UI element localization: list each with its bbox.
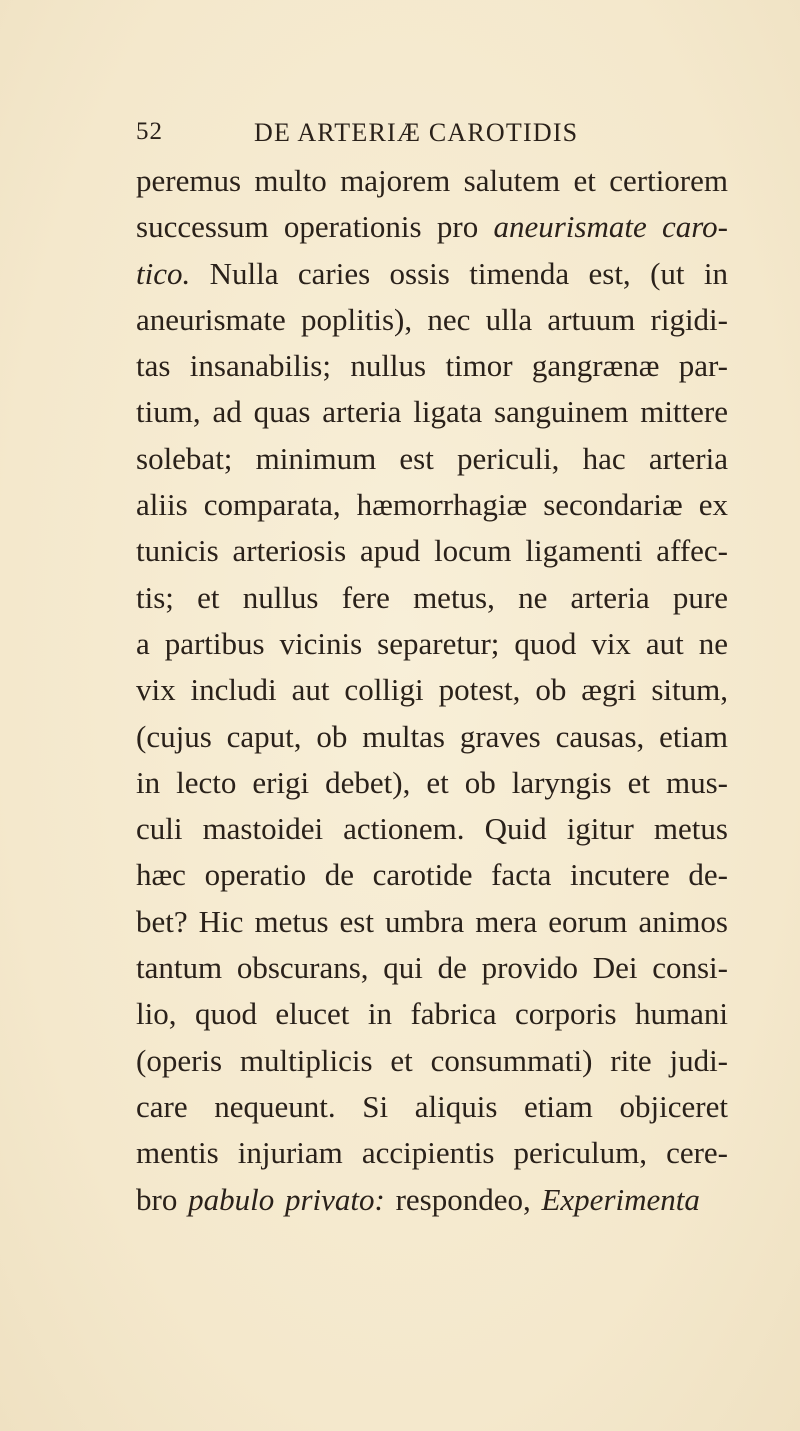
italic-phrase: tico. bbox=[136, 255, 191, 291]
text-line: successum operationis pro aneurismate caro- bbox=[136, 209, 728, 245]
text-line: solebat; minimum est periculi, hac arteria bbox=[136, 440, 728, 476]
text-line: care nequeunt. Si aliquis etiam objiceret bbox=[136, 1088, 728, 1124]
text-line: tis; et nullus fere metus, ne arteria pure bbox=[136, 579, 728, 615]
page-header bbox=[136, 118, 726, 158]
text-line: aneurismate poplitis), nec ulla artuum rigidi- bbox=[136, 301, 728, 337]
text-line: tunicis arteriosis apud locum ligamenti affec- bbox=[136, 533, 728, 569]
text-line: (operis multiplicis et consummati) rite judi- bbox=[136, 1042, 728, 1078]
body-text bbox=[136, 158, 728, 1223]
text-line: culi mastoidei actionem. Quid igitur metus bbox=[136, 811, 728, 847]
italic-phrase: pabulo privato: bbox=[188, 1181, 385, 1217]
text-line: hæc operatio de carotide facta incutere de- bbox=[136, 857, 728, 893]
text-line: bro pabulo privato: respondeo, Experimenta bbox=[136, 1181, 700, 1217]
text-line: tico. Nulla caries ossis timenda est, (ut in bbox=[136, 255, 728, 291]
running-head: DE ARTERIÆ CAROTIDIS bbox=[254, 118, 579, 147]
text-line: vix includi aut colligi potest, ob ægri situm, bbox=[136, 672, 728, 708]
page-number: 52 bbox=[136, 118, 163, 145]
text-line: aliis comparata, hæmorrhagiæ secondariæ ex bbox=[136, 487, 728, 523]
italic-phrase: Experimenta bbox=[541, 1181, 700, 1217]
text-line: tantum obscurans, qui de provido Dei consi- bbox=[136, 950, 728, 986]
italic-phrase: aneurismate caro- bbox=[493, 209, 728, 245]
text-line: lio, quod elucet in fabrica corporis humani bbox=[136, 996, 728, 1032]
text-line: in lecto erigi debet), et ob laryngis et mus- bbox=[136, 764, 728, 800]
text-line: (cujus caput, ob multas graves causas, etiam bbox=[136, 718, 728, 754]
text-line: a partibus vicinis separetur; quod vix aut ne bbox=[136, 625, 728, 661]
text-line: tium, ad quas arteria ligata sanguinem mittere bbox=[136, 394, 728, 430]
text-line: peremus multo majorem salutem et certiorem bbox=[136, 163, 728, 198]
text-line: tas insanabilis; nullus timor gangrænæ par- bbox=[136, 348, 728, 384]
text-line: mentis injuriam accipientis periculum, cere- bbox=[136, 1135, 728, 1171]
text-line: bet? Hic metus est umbra mera eorum animos bbox=[136, 903, 728, 939]
